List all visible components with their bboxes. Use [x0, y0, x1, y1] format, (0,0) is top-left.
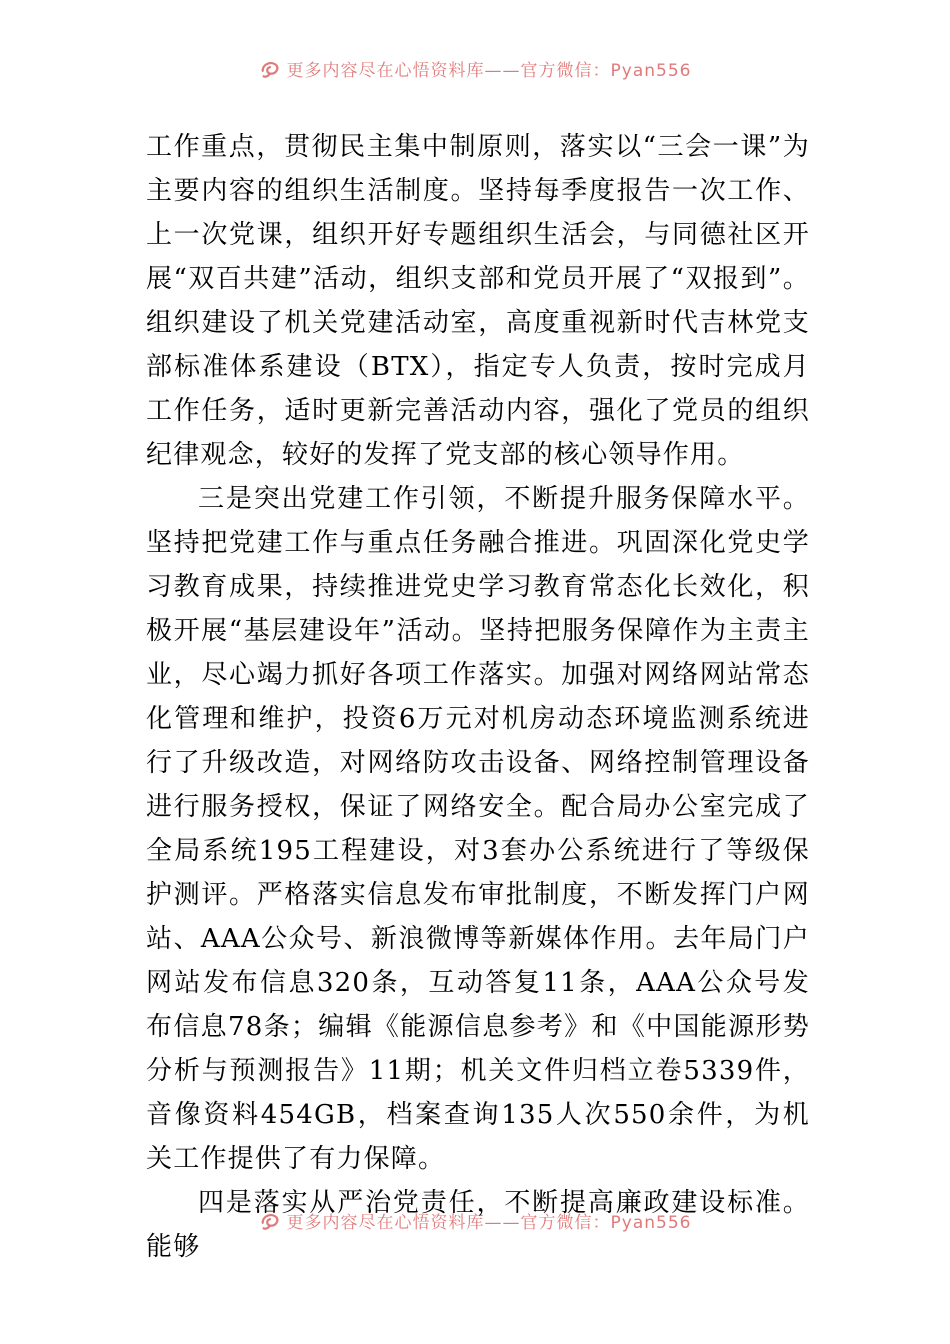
watermark-text: 更多内容尽在心悟资料库——官方微信：Pyan556 [286, 1213, 692, 1233]
watermark-footer [0, 1208, 950, 1233]
swirl-logo-icon [259, 1210, 281, 1232]
paragraph-1: 工作重点，贯彻民主集中制原则，落实以“三会一课”为主要内容的组织生活制度。坚持每季度报告一次工作、上一次党课，组织开好专题组织生活会，与同德社区开展“双百共建”活动，组织支部和党员开展了“双报到”。组织建设了机关党建活动室，高度重视新时代吉林党支部标准体系建设（BTX），指定专人负责，按时完成月工作任务，适时更新完善活动内容，强化了党员的组织纪律观念，较好的发挥了党支部的核心领导作用。 [146, 132, 810, 470]
paragraph-3: 四是落实从严治党责任，不断提高廉政建设标准。能够 [146, 1188, 810, 1262]
swirl-logo-icon [259, 58, 281, 80]
paragraph-2: 三是突出党建工作引领，不断提升服务保障水平。坚持把党建工作与重点任务融合推进。巩固深化党史学习教育成果，持续推进党史学习教育常态化长效化，积极开展“基层建设年”活动。坚持把服务保障作为主责主业，尽心竭力抓好各项工作落实。加强对网络网站常态化管理和维护，投资6万元对机房动态环境监测系统进行了升级改造，对网络防攻击设备、网络控制管理设备进行服务授权，保证了网络安全。配合局办公室完成了全局系统195工程建设，对3套办公系统进行了等级保护测评。严格落实信息发布审批制度，不断发挥门户网站、AAA公众号、新浪微博等新媒体作用。去年局门户网站发布信息320条，互动答复11条，AAA公众号发布信息78条；编辑《能源信息参考》和《中国能源形势分析与预测报告》11期；机关文件归档立卷5339件，音像资料454GB，档案查询135人次550余件，为机关工作提供了有力保障。 [146, 484, 810, 1174]
document-body [146, 125, 810, 1269]
watermark-text: 更多内容尽在心悟资料库——官方微信：Pyan556 [286, 61, 692, 81]
watermark-header [0, 56, 950, 81]
